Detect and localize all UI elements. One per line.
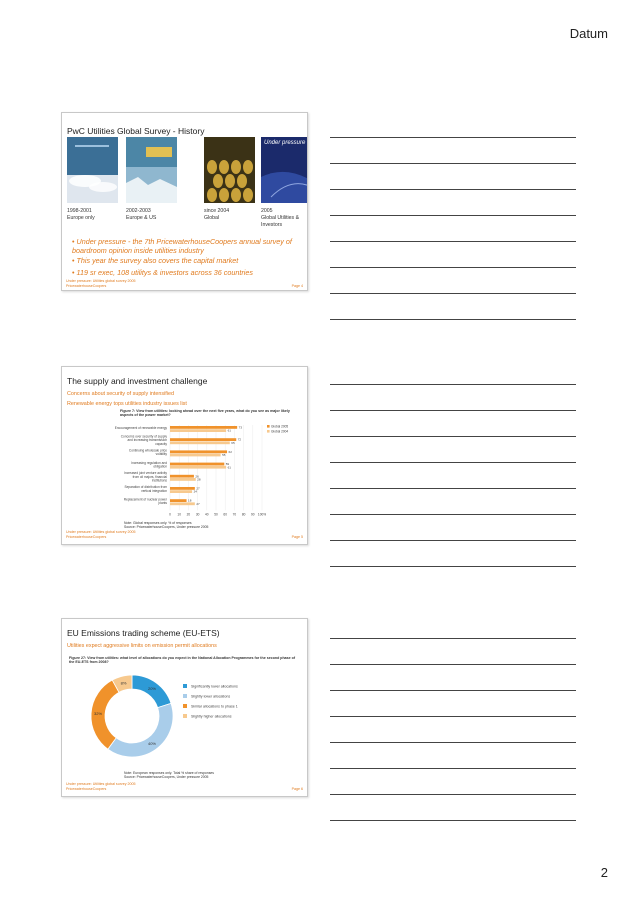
category-label: Concerns over security of supply	[120, 434, 167, 439]
x-tick-label: 20	[186, 512, 191, 517]
x-tick-label: 10	[177, 512, 181, 517]
bar	[170, 487, 195, 490]
bullet-item: • This year the survey also covers the capital market	[72, 256, 239, 265]
data-label: 18	[188, 498, 192, 503]
figure-note: Note: Global responses only. % of responses Source: PricewaterhouseCoopers, Under pressure 2005	[124, 521, 209, 530]
bar	[170, 463, 224, 466]
notes-line	[330, 820, 576, 821]
slide-page-number: Page 4	[291, 284, 303, 288]
slide-footer: PricewaterhouseCoopers	[66, 535, 107, 539]
category-label: Continuing wholesale price	[128, 448, 167, 453]
data-label: 61	[227, 428, 231, 433]
notes-line	[330, 319, 576, 320]
legend-label: Slightly lower allocations	[191, 694, 231, 699]
notes-line	[330, 488, 576, 489]
slice-label: 32%	[94, 711, 103, 717]
notes-line	[330, 540, 576, 541]
notes-line	[330, 384, 576, 385]
notes-line	[330, 293, 576, 294]
slide-page-number: Page 5	[291, 535, 303, 539]
bullet-item: • 119 sr exec, 108 utilitys & investors across 36 countries	[72, 268, 253, 277]
slide-supply-investment	[61, 366, 308, 545]
notes-line	[330, 768, 576, 769]
data-label: 24	[193, 489, 197, 494]
bar	[170, 502, 195, 505]
category-label: Increased joint venture activity	[124, 471, 167, 476]
category-label: volatility	[155, 452, 167, 457]
notes-line	[330, 410, 576, 411]
cover-caption-4: 2005 Global Utilities & Investors	[261, 208, 300, 228]
bar	[170, 478, 196, 481]
cover-image-1	[67, 137, 118, 203]
slice-label: 20%	[147, 685, 156, 691]
notes-line	[330, 462, 576, 463]
bar	[170, 466, 226, 469]
category-label: from oil majors, financial	[132, 474, 167, 479]
data-label: 59	[225, 462, 230, 467]
notes-line	[330, 638, 576, 639]
slide-footer: Under pressure: Utilities global survey 2005	[66, 279, 136, 283]
cover-title-4: Under pressure	[264, 140, 306, 146]
legend-swatch	[267, 430, 270, 433]
notes-line	[330, 514, 576, 515]
category-label: Encouragement of renewable energy	[114, 426, 167, 430]
slide-title: PwC Utilities Global Survey - History	[67, 126, 205, 136]
bar	[170, 475, 194, 478]
category-label: vertical integration	[141, 488, 167, 493]
data-label: 27	[196, 501, 200, 506]
notes-line	[330, 137, 576, 138]
x-tick-label: 30	[195, 512, 200, 517]
slide-subtitle: Renewable energy tops utilities industry issues list	[67, 401, 187, 407]
notes-line	[330, 716, 576, 717]
data-label: 27	[196, 486, 200, 491]
document-header: Datum	[569, 26, 608, 41]
bar	[170, 490, 192, 493]
notes-line	[330, 690, 576, 691]
donut-chart	[62, 671, 307, 771]
figure-title: Figure 7: View from utilities: looking ahead over the next five years, what do you see as major likely aspects of the power market?	[120, 409, 290, 418]
notes-line	[330, 189, 576, 190]
notes-line	[330, 241, 576, 242]
category-label: Separation of distribution from	[124, 485, 167, 490]
category-label: institutions	[151, 478, 167, 483]
category-label: obligation	[153, 464, 167, 469]
category-label: plants	[158, 501, 167, 505]
notes-lines-1	[330, 137, 576, 345]
bullet-item: • Under pressure - the 7th PricewaterhouseCoopers annual survey of boardroom opinion inside utilities industry	[72, 237, 292, 255]
notes-line	[330, 664, 576, 665]
category-label: and increasing transmission	[127, 438, 167, 443]
bar	[170, 438, 236, 441]
cover-caption-2: 2002-2003 Europe & US	[126, 208, 157, 221]
x-tick-label: 90	[251, 512, 255, 517]
data-label: 73	[238, 425, 243, 430]
notes-line	[330, 267, 576, 268]
notes-line	[330, 163, 576, 164]
bar	[170, 441, 230, 444]
x-tick-label: 100%	[257, 512, 267, 517]
donut-slice	[108, 703, 173, 757]
bar	[170, 450, 227, 453]
x-tick-label: 50	[214, 512, 218, 517]
notes-line	[330, 566, 576, 567]
slide-history	[61, 112, 308, 291]
bar	[170, 499, 187, 502]
notes-lines-2	[330, 384, 576, 592]
data-label: 26	[195, 474, 199, 479]
slice-label: 8%	[120, 680, 127, 686]
bar	[170, 454, 221, 457]
data-label: 62	[228, 449, 232, 454]
page-number: 2	[600, 865, 608, 880]
bar-chart	[62, 421, 307, 519]
slide-subtitle: Utilities expect aggressive limits on emission permit allocations	[67, 643, 217, 649]
category-label: Replacement of nuclear power	[123, 497, 167, 502]
x-tick-label: 70	[232, 512, 237, 517]
slide-title: The supply and investment challenge	[67, 376, 208, 386]
x-tick-label: 60	[223, 512, 227, 517]
legend-label: Global 2005	[271, 424, 289, 429]
category-label: capacity	[155, 441, 167, 446]
data-label: 28	[197, 477, 201, 482]
notes-lines-3	[330, 638, 576, 846]
legend-swatch	[183, 704, 187, 708]
notes-line	[330, 794, 576, 795]
data-label: 72	[237, 437, 242, 442]
figure-title: Figure 27: View from utilities: what level of allocations do you expect in the National Allocation Programmes for the second phase of the EU-ETS from 2008?	[69, 656, 296, 665]
x-tick-label: 40	[205, 512, 209, 517]
notes-line	[330, 742, 576, 743]
legend-label: Similar allocations to phase 1	[191, 704, 238, 709]
slide-footer: PricewaterhouseCoopers	[66, 284, 107, 288]
slice-label: 40%	[147, 740, 156, 746]
data-label: 65	[231, 440, 235, 445]
cover-image-3	[204, 137, 255, 203]
legend-swatch	[183, 694, 187, 698]
figure-note: Note: European responses only. Total % share of responses Source: PricewaterhouseCoopers, Under pressure 2005	[124, 771, 214, 780]
data-label: 61	[227, 465, 231, 470]
cover-caption-3: since 2004 Global	[204, 208, 230, 221]
donut-slice	[132, 675, 171, 708]
legend-label: Significantly lower allocations	[191, 684, 238, 689]
slide-eu-ets	[61, 618, 308, 797]
slide-title: EU Emissions trading scheme (EU-ETS)	[67, 628, 220, 638]
legend-label: Global 2004	[271, 429, 289, 434]
legend-label: Slightly higher allocations	[191, 714, 232, 719]
legend-swatch	[183, 714, 187, 718]
slide-footer: Under pressure: Utilities global survey 2005	[66, 530, 136, 534]
slide-subtitle: Concerns about security of supply intensified	[67, 391, 174, 397]
slide-footer: PricewaterhouseCoopers	[66, 787, 107, 791]
slide-page-number: Page 6	[291, 787, 303, 791]
slide-footer: Under pressure: Utilities global survey 2005	[66, 782, 136, 786]
notes-line	[330, 215, 576, 216]
bar	[170, 429, 226, 432]
x-tick-label: 80	[241, 512, 246, 517]
cover-image-4	[261, 137, 308, 203]
data-label: 55	[222, 453, 226, 458]
notes-line	[330, 436, 576, 437]
category-label: Increasing regulation and	[131, 460, 167, 465]
legend-swatch	[267, 425, 270, 428]
cover-image-2	[126, 137, 177, 203]
cover-caption-1: 1998-2001 Europe only	[67, 208, 95, 221]
x-tick-label: 0	[169, 512, 171, 517]
legend-swatch	[183, 684, 187, 688]
